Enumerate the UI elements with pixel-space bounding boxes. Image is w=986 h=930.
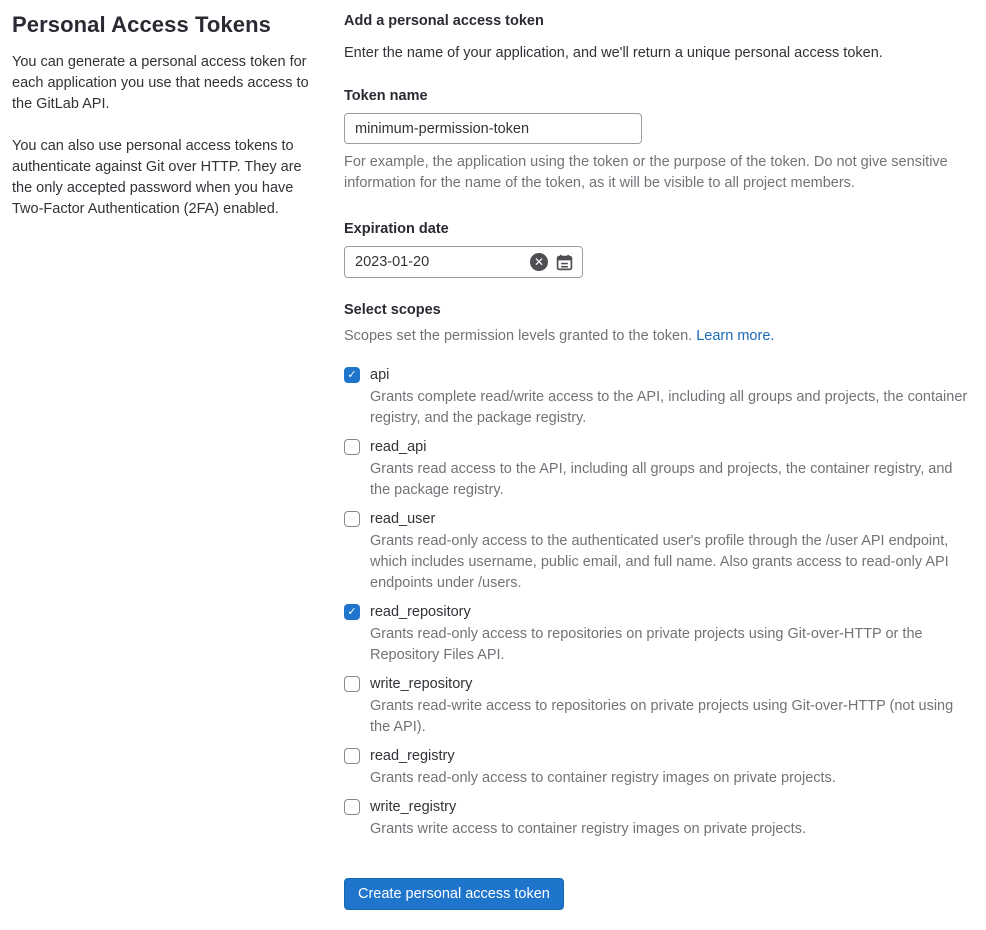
scope-name-label[interactable]: read_repository bbox=[370, 604, 471, 620]
intro-paragraph-2: You can also use personal access tokens to authenticate against Git over HTTP. They are the only accepted password when you have Two-Factor Authentication (2FA) enabled. bbox=[12, 138, 302, 217]
scopes-help bbox=[344, 326, 974, 347]
scope-description: Grants read access to the API, including all groups and projects, the container registry, and the package registry. bbox=[370, 461, 953, 498]
expiration-date-label: Expiration date bbox=[344, 221, 449, 237]
scope-name-label[interactable]: write_repository bbox=[370, 676, 473, 692]
token-form bbox=[330, 12, 974, 910]
select-scopes-label: Select scopes bbox=[344, 302, 441, 318]
scope-checkbox-write-repository[interactable] bbox=[344, 676, 360, 692]
scope-name-label[interactable]: read_api bbox=[370, 439, 427, 455]
scope-name-label[interactable]: write_registry bbox=[370, 799, 457, 815]
scope-description: Grants read-only access to container registry images on private projects. bbox=[370, 770, 836, 786]
scope-name-label[interactable]: read_user bbox=[370, 511, 436, 527]
intro-panel bbox=[12, 12, 330, 910]
form-subheading: Enter the name of your application, and we'll return a unique personal access token. bbox=[344, 45, 883, 61]
scope-row-write-registry bbox=[344, 799, 974, 840]
scope-head[interactable] bbox=[344, 511, 974, 527]
spacer bbox=[344, 278, 974, 302]
scope-checkbox-write-registry[interactable] bbox=[344, 799, 360, 815]
token-name-help: For example, the application using the token or the purpose of the token. Do not give sensitive information for the name of the token, as it will be visible to all project members. bbox=[344, 154, 948, 191]
intro-paragraph-1: You can generate a personal access token for each application you use that needs access to the GitLab API. bbox=[12, 54, 309, 112]
scope-head[interactable] bbox=[344, 367, 974, 383]
scope-row-read-api bbox=[344, 439, 974, 501]
scope-description: Grants complete read/write access to the API, including all groups and projects, the container registry, and the package registry. bbox=[370, 389, 968, 426]
clear-date-icon[interactable]: ✕ bbox=[530, 253, 548, 271]
scope-head[interactable] bbox=[344, 676, 974, 692]
scope-row-api bbox=[344, 367, 974, 429]
learn-more-link[interactable]: Learn more. bbox=[696, 328, 775, 344]
form-heading: Add a personal access token bbox=[344, 13, 544, 29]
scope-checkbox-read-user[interactable] bbox=[344, 511, 360, 527]
scope-checkbox-read-repository[interactable] bbox=[344, 604, 360, 620]
scope-row-read-repository bbox=[344, 604, 974, 666]
scope-row-read-registry bbox=[344, 748, 974, 789]
token-name-input[interactable] bbox=[344, 113, 642, 144]
scope-row-read-user bbox=[344, 511, 974, 594]
create-token-button[interactable]: Create personal access token bbox=[344, 878, 564, 910]
scope-head[interactable] bbox=[344, 439, 974, 455]
scope-head[interactable] bbox=[344, 748, 974, 764]
scope-name-label[interactable]: read_registry bbox=[370, 748, 455, 764]
scope-checkbox-read-api[interactable] bbox=[344, 439, 360, 455]
scope-checkbox-read-registry[interactable] bbox=[344, 748, 360, 764]
scopes-help-text: Scopes set the permission levels granted to the token. bbox=[344, 328, 693, 344]
scope-row-write-repository bbox=[344, 676, 974, 738]
page-title: Personal Access Tokens bbox=[12, 12, 271, 37]
scope-head[interactable] bbox=[344, 604, 974, 620]
scope-head[interactable] bbox=[344, 799, 974, 815]
scope-name-label[interactable]: api bbox=[370, 367, 390, 383]
expiration-date-input[interactable] bbox=[355, 254, 530, 270]
scope-description: Grants read-only access to repositories on private projects using Git-over-HTTP or the Repository Files API. bbox=[370, 626, 923, 663]
calendar-icon[interactable] bbox=[556, 254, 573, 271]
scope-description: Grants read-write access to repositories on private projects using Git-over-HTTP (not using the API). bbox=[370, 698, 954, 735]
scope-description: Grants read-only access to the authenticated user's profile through the /user API endpoint, which includes username, public email, and full name. Also grants access to read-only API endpoints under /users. bbox=[370, 533, 949, 591]
spacer bbox=[344, 194, 974, 221]
expiration-date-field[interactable] bbox=[344, 246, 583, 278]
scope-description: Grants write access to container registry images on private projects. bbox=[370, 821, 806, 837]
token-name-label: Token name bbox=[344, 88, 428, 104]
scope-checkbox-api[interactable] bbox=[344, 367, 360, 383]
